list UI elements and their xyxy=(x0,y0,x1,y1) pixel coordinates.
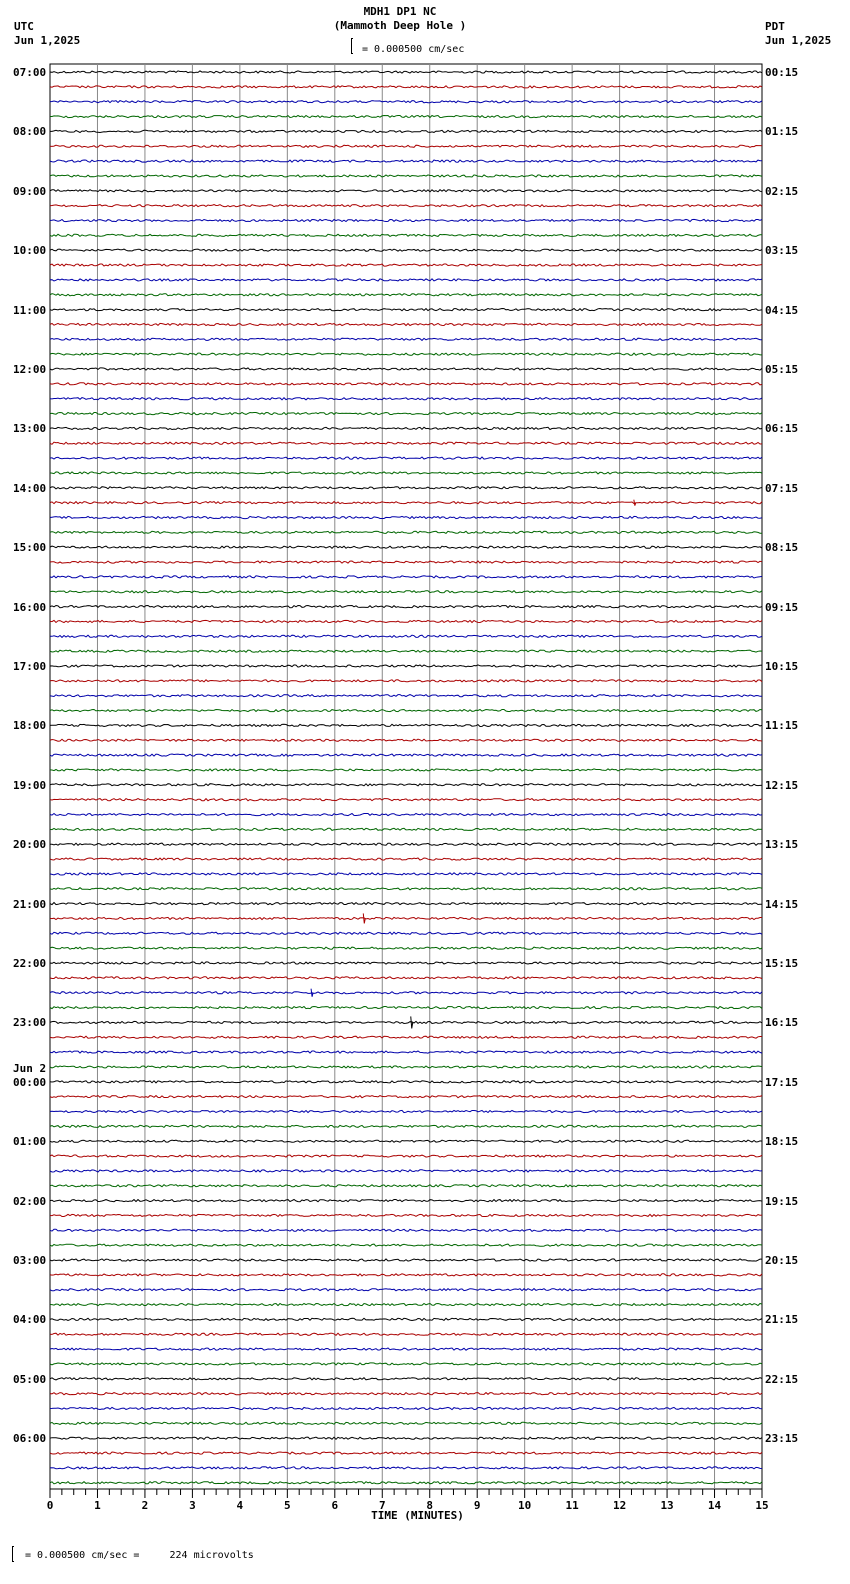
x-tick-label: 10 xyxy=(518,1499,532,1512)
footer-scale-icon xyxy=(12,1546,14,1562)
trace-42 xyxy=(50,695,762,697)
trace-19 xyxy=(50,353,762,355)
trace-16 xyxy=(50,309,762,311)
x-tick-label: 4 xyxy=(236,1499,244,1512)
event-3 xyxy=(411,1016,413,1028)
pdt-hour-label: 02:15 xyxy=(765,184,799,198)
pdt-hour-label: 11:15 xyxy=(765,719,799,733)
trace-92 xyxy=(50,1437,762,1439)
utc-hour-label: 09:00 xyxy=(13,184,47,198)
trace-1 xyxy=(50,86,762,88)
station-title: MDH1 DP1 NC xyxy=(363,5,437,18)
trace-10 xyxy=(50,219,762,221)
pdt-hour-label: 17:15 xyxy=(765,1075,799,1089)
pdt-hour-label: 01:15 xyxy=(765,125,799,139)
trace-12 xyxy=(50,249,762,251)
utc-hour-label: 19:00 xyxy=(13,778,47,792)
trace-29 xyxy=(50,502,762,504)
pdt-hour-label: 08:15 xyxy=(765,541,799,555)
trace-60 xyxy=(50,962,762,964)
x-tick-label: 6 xyxy=(331,1499,339,1512)
trace-74 xyxy=(50,1170,762,1172)
pdt-hour-label: 21:15 xyxy=(765,1313,799,1327)
trace-27 xyxy=(50,472,762,474)
utc-date-change-label: Jun 2 xyxy=(13,1061,47,1075)
trace-83 xyxy=(50,1304,762,1306)
utc-hour-label: 21:00 xyxy=(13,897,47,911)
trace-38 xyxy=(50,635,762,637)
x-tick-label: 5 xyxy=(284,1499,291,1512)
pdt-hour-label: 03:15 xyxy=(765,244,799,258)
trace-70 xyxy=(50,1110,762,1112)
trace-22 xyxy=(50,398,762,400)
trace-68 xyxy=(50,1081,762,1083)
trace-49 xyxy=(50,799,762,801)
trace-78 xyxy=(50,1229,762,1231)
trace-63 xyxy=(50,1007,762,1009)
pdt-hour-label: 13:15 xyxy=(765,838,799,852)
x-tick-label: 13 xyxy=(660,1499,674,1512)
trace-54 xyxy=(50,873,762,875)
x-tick-label: 8 xyxy=(426,1499,434,1512)
trace-69 xyxy=(50,1096,762,1098)
trace-80 xyxy=(50,1259,762,1261)
trace-64 xyxy=(50,1021,762,1023)
utc-hour-label: 05:00 xyxy=(13,1372,47,1386)
trace-76 xyxy=(50,1200,762,1202)
trace-31 xyxy=(50,531,762,533)
trace-34 xyxy=(50,576,762,578)
trace-37 xyxy=(50,620,762,622)
trace-20 xyxy=(50,368,762,370)
x-tick-label: 15 xyxy=(755,1499,769,1512)
pdt-hour-label: 09:15 xyxy=(765,600,799,614)
utc-hour-label: 08:00 xyxy=(13,125,47,139)
trace-46 xyxy=(50,754,762,756)
pdt-hour-label: 23:15 xyxy=(765,1432,799,1446)
x-tick-label: 12 xyxy=(612,1499,627,1512)
trace-84 xyxy=(50,1318,762,1320)
trace-13 xyxy=(50,264,762,266)
x-axis-label: TIME (MINUTES) xyxy=(371,1509,464,1522)
trace-88 xyxy=(50,1378,762,1380)
trace-0 xyxy=(50,71,762,73)
trace-36 xyxy=(50,606,762,608)
trace-53 xyxy=(50,858,762,860)
trace-8 xyxy=(50,190,762,192)
right-date: Jun 1,2025 xyxy=(765,34,832,47)
scale-bar-icon xyxy=(351,38,353,54)
pdt-hour-label: 00:15 xyxy=(765,66,799,79)
trace-72 xyxy=(50,1140,762,1142)
pdt-hour-label: 12:15 xyxy=(765,778,799,792)
x-tick-label: 0 xyxy=(46,1499,54,1512)
trace-51 xyxy=(50,828,762,830)
trace-67 xyxy=(50,1066,762,1068)
pdt-hour-label: 07:15 xyxy=(765,481,799,495)
utc-hour-label: 03:00 xyxy=(13,1254,47,1267)
trace-56 xyxy=(50,903,762,905)
trace-39 xyxy=(50,650,762,652)
trace-18 xyxy=(50,338,762,340)
trace-77 xyxy=(50,1214,762,1216)
utc-hour-label: 07:00 xyxy=(13,66,47,79)
trace-35 xyxy=(50,591,762,593)
trace-73 xyxy=(50,1155,762,1157)
trace-75 xyxy=(50,1185,762,1187)
utc-hour-label: 13:00 xyxy=(13,422,47,436)
pdt-hour-label: 14:15 xyxy=(765,897,799,911)
utc-hour-label: 17:00 xyxy=(13,660,47,673)
trace-71 xyxy=(50,1125,762,1127)
trace-43 xyxy=(50,710,762,712)
trace-50 xyxy=(50,813,762,815)
trace-7 xyxy=(50,175,762,177)
utc-hour-label: 11:00 xyxy=(13,303,47,317)
x-tick-label: 2 xyxy=(141,1499,149,1512)
x-tick-label: 1 xyxy=(94,1499,101,1512)
pdt-hour-label: 19:15 xyxy=(765,1194,799,1208)
x-tick-label: 14 xyxy=(707,1499,722,1512)
utc-hour-label: 10:00 xyxy=(13,244,47,258)
utc-hour-label: 12:00 xyxy=(13,363,47,376)
trace-55 xyxy=(50,888,762,890)
trace-26 xyxy=(50,457,762,459)
left-date: Jun 1,2025 xyxy=(14,34,81,47)
trace-17 xyxy=(50,323,762,325)
trace-65 xyxy=(50,1036,762,1038)
event-2 xyxy=(311,989,313,997)
trace-81 xyxy=(50,1274,762,1276)
trace-33 xyxy=(50,561,762,563)
trace-85 xyxy=(50,1333,762,1335)
trace-21 xyxy=(50,383,762,385)
x-tick-label: 9 xyxy=(473,1499,481,1512)
trace-41 xyxy=(50,680,762,682)
trace-52 xyxy=(50,843,762,845)
trace-9 xyxy=(50,205,762,207)
utc-hour-label: 15:00 xyxy=(13,541,47,555)
utc-hour-label: 14:00 xyxy=(13,481,47,495)
pdt-hour-label: 16:15 xyxy=(765,1016,799,1030)
trace-89 xyxy=(50,1393,762,1395)
trace-14 xyxy=(50,279,762,281)
pdt-hour-label: 06:15 xyxy=(765,422,799,436)
pdt-hour-label: 10:15 xyxy=(765,660,799,673)
trace-91 xyxy=(50,1422,762,1424)
utc-hour-label: 23:00 xyxy=(13,1016,47,1030)
trace-47 xyxy=(50,769,762,771)
trace-79 xyxy=(50,1244,762,1246)
utc-hour-label: 01:00 xyxy=(13,1135,47,1149)
event-1 xyxy=(363,913,365,923)
trace-2 xyxy=(50,101,762,103)
event-0 xyxy=(634,500,636,506)
trace-61 xyxy=(50,977,762,979)
footer-scale-text: = 0.000500 cm/sec = 224 microvolts xyxy=(25,1550,254,1561)
trace-62 xyxy=(50,992,762,994)
trace-23 xyxy=(50,413,762,415)
station-location: (Mammoth Deep Hole ) xyxy=(333,19,467,32)
trace-4 xyxy=(50,130,762,132)
trace-11 xyxy=(50,234,762,236)
utc-hour-label: 02:00 xyxy=(13,1194,47,1208)
trace-48 xyxy=(50,784,762,786)
utc-hour-label: 18:00 xyxy=(13,719,47,733)
pdt-hour-label: 18:15 xyxy=(765,1135,799,1149)
pdt-hour-label: 22:15 xyxy=(765,1372,799,1386)
trace-90 xyxy=(50,1407,762,1409)
x-tick-label: 3 xyxy=(189,1499,196,1512)
trace-25 xyxy=(50,442,762,444)
trace-32 xyxy=(50,546,762,548)
x-tick-label: 11 xyxy=(565,1499,579,1512)
trace-45 xyxy=(50,739,762,741)
utc-hour-label: 20:00 xyxy=(13,838,47,852)
pdt-hour-label: 05:15 xyxy=(765,363,799,376)
utc-hour-label: 22:00 xyxy=(13,957,47,970)
trace-87 xyxy=(50,1363,762,1365)
trace-95 xyxy=(50,1482,762,1484)
utc-hour-label: 16:00 xyxy=(13,600,47,614)
trace-28 xyxy=(50,487,762,489)
x-tick-label: 7 xyxy=(378,1499,386,1512)
trace-5 xyxy=(50,145,762,147)
pdt-hour-label: 15:15 xyxy=(765,957,799,970)
trace-66 xyxy=(50,1051,762,1053)
utc-hour-label: 04:00 xyxy=(13,1313,47,1327)
trace-93 xyxy=(50,1452,762,1454)
pdt-hour-label: 04:15 xyxy=(765,303,799,317)
trace-94 xyxy=(50,1467,762,1469)
utc-hour-label: 00:00 xyxy=(13,1075,47,1089)
trace-57 xyxy=(50,917,762,919)
trace-58 xyxy=(50,932,762,934)
trace-6 xyxy=(50,160,762,162)
scale-text: = 0.000500 cm/sec xyxy=(362,44,465,55)
trace-30 xyxy=(50,516,762,518)
trace-40 xyxy=(50,665,762,667)
right-timezone: PDT xyxy=(765,20,785,33)
utc-hour-label: 06:00 xyxy=(13,1432,47,1446)
trace-24 xyxy=(50,427,762,429)
trace-86 xyxy=(50,1348,762,1350)
trace-59 xyxy=(50,947,762,949)
pdt-hour-label: 20:15 xyxy=(765,1254,799,1267)
trace-15 xyxy=(50,294,762,296)
left-timezone: UTC xyxy=(14,20,34,33)
trace-3 xyxy=(50,116,762,118)
trace-44 xyxy=(50,724,762,726)
trace-82 xyxy=(50,1289,762,1291)
